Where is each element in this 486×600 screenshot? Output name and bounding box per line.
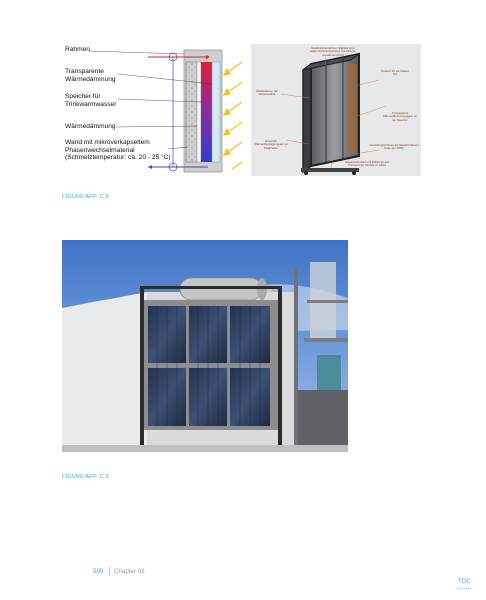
caption-figure-c8: FIGURE APP. C.8 [62,194,109,200]
render-label-top: Metallrahmenrahmen Stahlteil mit 2 Lagen Isolierkompositen mit scheme-Aquafonten PCM [309,46,357,57]
label-transparent-insulation: Transparente Wärmedämmung [65,68,116,83]
render-label-right-top: Fixation für die Kasten Teil [381,69,409,77]
label-frame: Rahmen [65,46,90,53]
figure-c8-section-diagram [58,44,248,176]
label-thermal-insulation: Wärmedämmung [65,123,116,130]
render-label-right-mid: Transparente Wärmedämmung gegen an die Speicher [383,111,417,122]
caption-figure-c9: FIGURE APP. C.9 [62,474,109,480]
figure-c9-photo [62,240,348,452]
solar-radiation-arrows [224,62,242,169]
label-pcm-wall: Wand mit mikroverkapseltem Phasenwechselmaterial (Schmelztemperatur: ca. 20 - 25 °C) [65,139,171,162]
figure-c8-module-render [251,44,421,176]
building-photo [62,240,348,452]
render-label-right-low: Verstellungsrahmen am Glasteil (Muster Kette der TWD) [369,143,419,151]
footer-divider [109,567,110,575]
page-number: 509 [93,568,104,575]
toc-link[interactable]: TOC [458,579,471,585]
render-label-left-low: Einschub Wärmeübertragungsteil mit Pfeilpfeifen [254,139,288,150]
chapter-label: Chapter 03 [114,568,145,575]
module-3d-render [251,44,421,176]
render-label-bottom: Unterkonstruktion mit Rollen für den Transport der Module im Labor [344,160,390,168]
label-hot-water-storage: Speicher für Trinkwarmwasser [65,93,117,108]
toc-underline [457,588,471,590]
render-label-left-mid: Metallrahmen der Wandmodule [256,89,278,97]
